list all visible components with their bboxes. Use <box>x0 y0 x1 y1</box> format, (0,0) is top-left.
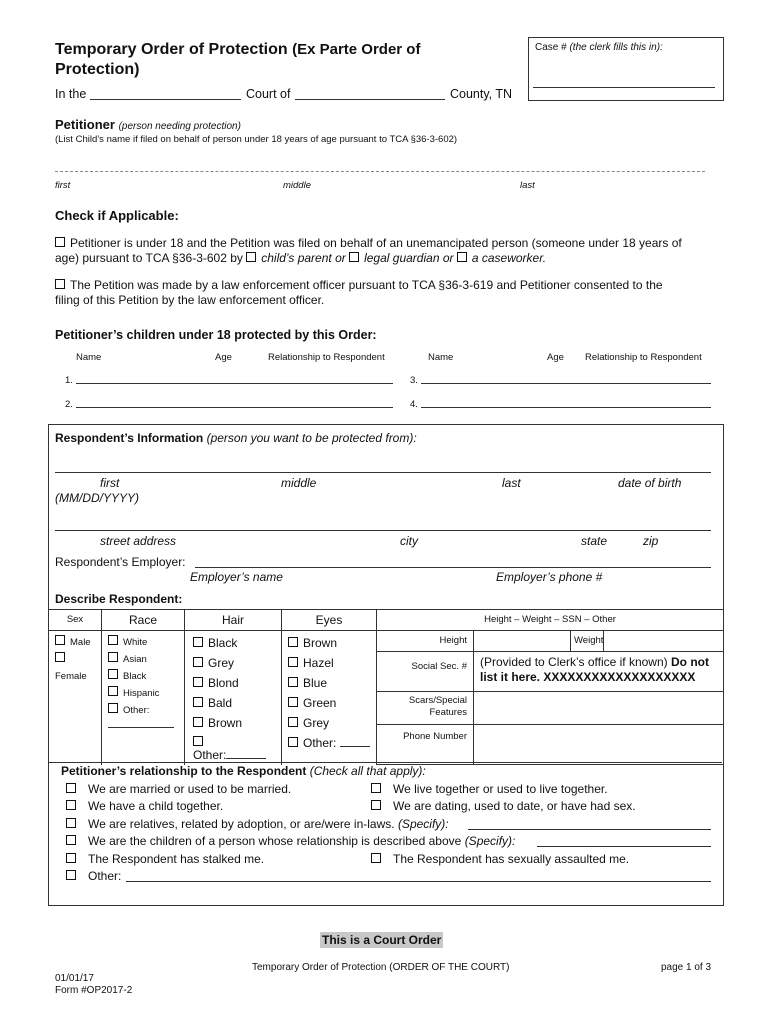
street-label: street address <box>100 534 177 548</box>
employer-phone-label: Employer’s phone # <box>496 570 603 584</box>
eyes-option[interactable]: Hazel <box>288 653 376 673</box>
eyes-option[interactable]: Green <box>288 693 376 713</box>
respondent-first-label: first <box>100 476 120 490</box>
rel-assaulted[interactable]: The Respondent has sexually assaulted me. <box>371 851 629 869</box>
children-col-age-1: Age <box>215 352 232 363</box>
rel-other-field[interactable] <box>126 881 711 882</box>
child-row-number: 1. <box>65 375 73 386</box>
hair-option[interactable]: Grey <box>193 653 281 673</box>
children-col-rel-1: Relationship to Respondent <box>268 352 385 363</box>
eyes-option[interactable]: Brown <box>288 633 376 653</box>
petitioner-instruction: (List Child’s name if filed on behalf of person under 18 years of age pursuant to TCA §36-3-602) <box>55 134 458 145</box>
rel-other[interactable]: Other: <box>66 868 121 886</box>
col-sex-header: Sex <box>49 610 102 631</box>
respondent-name-field[interactable] <box>55 472 711 473</box>
race-option[interactable]: Hispanic <box>108 685 184 702</box>
describe-heading: Describe Respondent: <box>55 592 183 606</box>
court-of-label: Court of <box>246 87 291 101</box>
height-field[interactable] <box>474 631 604 652</box>
sex-options <box>49 631 102 765</box>
employer-label: Respondent’s Employer: <box>55 555 186 569</box>
form-number: Form #OP2017-2 <box>55 985 133 996</box>
race-option[interactable]: Asian <box>108 651 184 668</box>
rel-married[interactable]: We are married or used to be married. <box>66 781 291 799</box>
children-col-name-1: Name <box>76 352 102 363</box>
ssn-field[interactable]: (Provided to Clerk’s office if known) Do not list it here. XXXXXXXXXXXXXXXXXXX <box>474 652 724 692</box>
guardian-checkbox[interactable] <box>349 252 359 262</box>
parent-checkbox[interactable] <box>246 252 256 262</box>
eyes-options <box>282 631 377 765</box>
rel-stalked[interactable]: The Respondent has stalked me. <box>66 851 264 869</box>
respondent-address-field[interactable] <box>55 530 711 531</box>
state-label: state <box>581 534 608 548</box>
phone-label: Phone Number <box>377 725 474 765</box>
case-number-field[interactable] <box>533 87 715 88</box>
respondent-dob-label: date of birth <box>618 476 682 490</box>
page-number: page 1 of 3 <box>661 962 712 973</box>
race-options <box>102 631 185 765</box>
hair-option[interactable]: Blond <box>193 673 281 693</box>
caseworker-checkbox[interactable] <box>457 252 467 262</box>
court-name-field[interactable] <box>90 99 241 100</box>
petitioner-first-label: first <box>55 180 71 191</box>
rel-dating[interactable]: We are dating, used to date, or have had sex. <box>371 798 636 816</box>
height-label: Height <box>377 631 474 652</box>
respondent-heading: Respondent’s Information (person you want to be protected from): <box>55 431 417 445</box>
race-other-field[interactable] <box>108 719 174 728</box>
child-row-field[interactable] <box>421 407 711 408</box>
case-number-box <box>528 37 724 101</box>
footer-center: Temporary Order of Protection (ORDER OF THE COURT) <box>252 962 510 973</box>
describe-table <box>48 609 724 765</box>
officer-checkbox[interactable] <box>55 279 65 289</box>
employer-field[interactable] <box>195 567 711 568</box>
petitioner-heading: Petitioner (person needing protection) <box>55 117 241 132</box>
applicable-item-under-18: Petitioner is under 18 and the Petition was filed on behalf of an unemancipated person (someone under 18 years of age) pursuant to TCA §36-3-602 by child’s parent or legal guardian or a caseworker. <box>55 236 682 265</box>
children-col-age-2: Age <box>547 352 564 363</box>
children-col-name-2: Name <box>428 352 454 363</box>
petitioner-name-field[interactable] <box>55 171 705 172</box>
check-applicable-heading: Check if Applicable: <box>55 208 179 223</box>
children-specify-field[interactable] <box>537 846 711 847</box>
relatives-specify-field[interactable] <box>468 829 711 830</box>
children-col-rel-2: Relationship to Respondent <box>585 352 702 363</box>
relationship-divider <box>48 762 722 763</box>
rel-children-of[interactable]: We are the children of a person whose relationship is described above (Specify): <box>66 833 515 851</box>
in-the-label: In the <box>55 87 87 101</box>
footer-date: 01/01/17 <box>55 973 94 984</box>
petitioner-last-label: last <box>520 180 535 191</box>
respondent-last-label: last <box>502 476 521 490</box>
employer-name-label: Employer’s name <box>190 570 283 584</box>
race-option[interactable]: White <box>108 634 184 651</box>
respondent-middle-label: middle <box>281 476 317 490</box>
hair-option[interactable]: Black <box>193 633 281 653</box>
hair-option[interactable]: Brown <box>193 713 281 733</box>
county-field[interactable] <box>295 99 445 100</box>
weight-field[interactable] <box>604 631 724 652</box>
col-eyes-header: Eyes <box>282 610 377 631</box>
child-row-number: 3. <box>410 375 418 386</box>
rel-relatives[interactable]: We are relatives, related by adoption, or are/were in-laws. (Specify): <box>66 816 449 834</box>
hair-options <box>185 631 282 765</box>
race-option[interactable]: Black <box>108 668 184 685</box>
child-row-number: 2. <box>65 399 73 410</box>
case-label: Case # (the clerk fills this in): <box>535 42 663 53</box>
eyes-option[interactable]: Grey <box>288 713 376 733</box>
eyes-option[interactable]: Blue <box>288 673 376 693</box>
weight-label: Weight <box>570 631 603 651</box>
zip-label: zip <box>643 534 659 548</box>
col-other-header: Height – Weight – SSN – Other <box>377 610 724 631</box>
scars-field[interactable] <box>474 692 724 725</box>
court-order-label: This is a Court Order <box>322 933 442 947</box>
child-row-field[interactable] <box>76 407 393 408</box>
under-18-checkbox[interactable] <box>55 237 65 247</box>
race-option[interactable]: Other: <box>108 702 184 719</box>
hair-option[interactable]: Other: <box>193 736 281 762</box>
hair-option[interactable]: Bald <box>193 693 281 713</box>
rel-child[interactable]: We have a child together. <box>66 798 223 816</box>
relationship-heading: Petitioner’s relationship to the Respondent (Check all that apply): <box>61 764 426 778</box>
rel-live-together[interactable]: We live together or used to live together. <box>371 781 608 799</box>
page-title: Temporary Order of Protection (Ex Parte Order of Protection) <box>55 41 421 78</box>
scars-label: Scars/Special Features <box>377 692 474 725</box>
child-row-field[interactable] <box>421 383 711 384</box>
city-label: city <box>400 534 418 548</box>
applicable-item-officer: The Petition was made by a law enforcement officer pursuant to TCA §36-3-619 and Petitioner consented to the filing of this Petition by the law enforcement officer. <box>55 278 663 307</box>
col-hair-header: Hair <box>185 610 282 631</box>
children-heading: Petitioner’s children under 18 protected by this Order: <box>55 328 377 342</box>
petitioner-middle-label: middle <box>283 180 311 191</box>
eyes-option[interactable]: Other: <box>288 733 376 753</box>
county-label: County, TN <box>450 87 513 101</box>
child-row-field[interactable] <box>76 383 393 384</box>
sex-option[interactable]: Female <box>55 651 101 685</box>
respondent-dob-format: (MM/DD/YYYY) <box>55 491 139 505</box>
col-race-header: Race <box>102 610 185 631</box>
phone-field[interactable] <box>474 725 724 765</box>
sex-option[interactable]: Male <box>55 634 101 651</box>
child-row-number: 4. <box>410 399 418 410</box>
ssn-label: Social Sec. # <box>377 652 474 692</box>
